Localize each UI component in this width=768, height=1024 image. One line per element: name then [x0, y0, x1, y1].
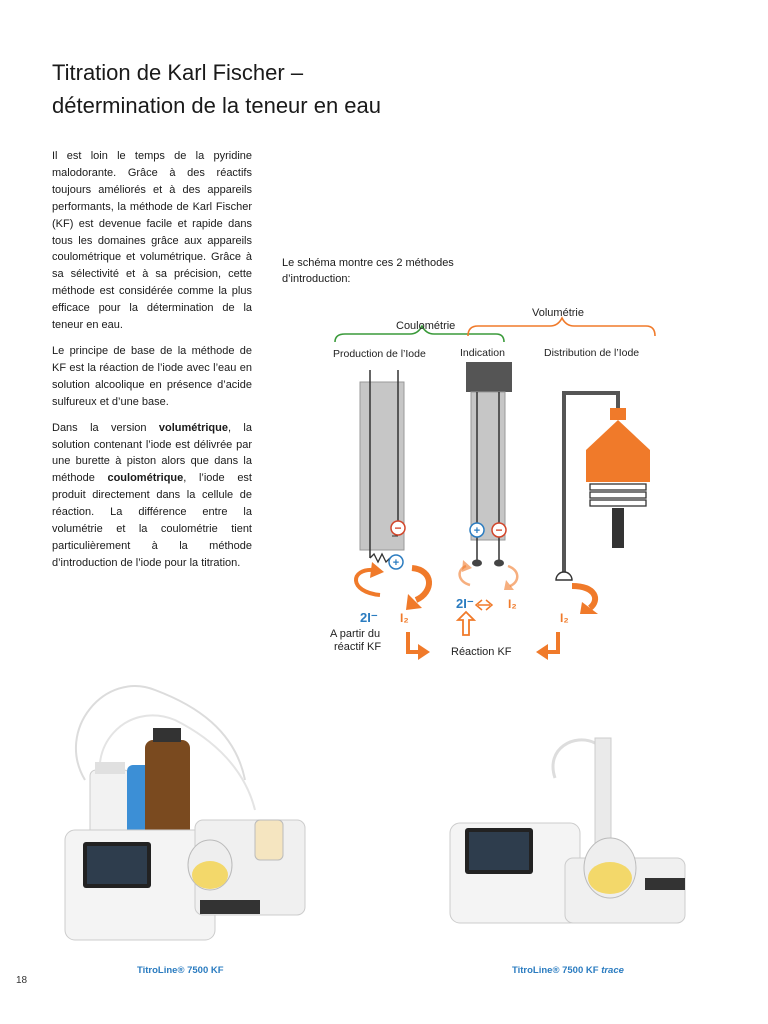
minus-electrode-icon — [492, 523, 506, 537]
page-number: 18 — [16, 975, 28, 986]
text-segment: Dans la version — [52, 421, 159, 434]
title-line-1: Titration de Karl Fischer – — [52, 60, 304, 85]
paragraph-intro: Il est loin le temps de la pyridine malodorante. Grâce à des réactifs toujours améliorés et à des appareils performants, la méthode de Karl Fischer (KF) est devenue facile et rapide dans tous les domaines grâce aux appareils coulométrique et volumétrique. Grâce à sa sélectivité et à sa précision, cette méthode est considérée comme la plus efficace pour la détermination de la teneur en eau. — [52, 150, 252, 332]
indication-label: Indication — [460, 347, 505, 359]
reagent-label-line-1: A partir du — [330, 628, 381, 640]
body-text — [52, 148, 252, 581]
plus-electrode-icon — [470, 523, 484, 537]
product-label-right — [512, 965, 624, 976]
paragraph-versions — [52, 420, 252, 572]
iodide-label: 2I⁻ — [360, 610, 378, 625]
iodine-label: I₂ — [560, 611, 569, 625]
iodine-label: I₂ — [400, 611, 409, 625]
product-variant: trace — [601, 965, 624, 976]
text-segment: , la solution contenant l’iode est délivrée par une burette à piston alors que dans la méthode — [52, 421, 252, 485]
plus-sign: + — [392, 557, 400, 569]
plus-sign: + — [473, 525, 481, 537]
reaction-label: Réaction KF — [451, 646, 512, 658]
kf-diagram — [300, 300, 670, 670]
minus-electrode-icon — [391, 521, 405, 535]
title-line-2: détermination de la teneur en eau — [52, 93, 382, 118]
production-label: Production de l’Iode — [333, 348, 426, 360]
product-image-titroline-7500-kf — [45, 670, 315, 960]
text-segment: , l’iode est produit directement dans la cellule de réaction. La différence entre la volumétrie et la coulométrie tient particulièrement à la méthode d’introduction de l’iode pour la titration. — [52, 472, 252, 569]
product-image-titroline-7500-kf-trace — [445, 728, 690, 928]
product-label-left: TitroLine® 7500 KF — [137, 965, 224, 976]
page-title — [52, 56, 381, 122]
emphasis-volumetric: volumétrique — [158, 421, 228, 434]
minus-sign: − — [495, 523, 503, 537]
volumetry-label: Volumétrie — [532, 307, 584, 319]
iodine-label: I₂ — [508, 597, 517, 611]
plus-electrode-icon — [389, 555, 403, 569]
diagram-caption: Le schéma montre ces 2 méthodes d’introduction: — [282, 257, 454, 285]
emphasis-coulometric: coulométrique — [107, 472, 184, 485]
paragraph-principle: Le principe de base de la méthode de KF est la réaction de l’iode avec l’eau en solution alcoolique en présence d’acide sulfureux et d’une base. — [52, 344, 252, 408]
minus-sign: − — [394, 521, 402, 535]
piston-burette — [556, 393, 650, 580]
reagent-label-line-2: réactif KF — [334, 641, 382, 653]
distribution-label: Distribution de l’Iode — [544, 347, 640, 359]
coulometry-label: Coulométrie — [396, 320, 456, 332]
iodide-label: 2I⁻ — [456, 596, 474, 611]
product-name: TitroLine® 7500 KF — [512, 965, 602, 976]
